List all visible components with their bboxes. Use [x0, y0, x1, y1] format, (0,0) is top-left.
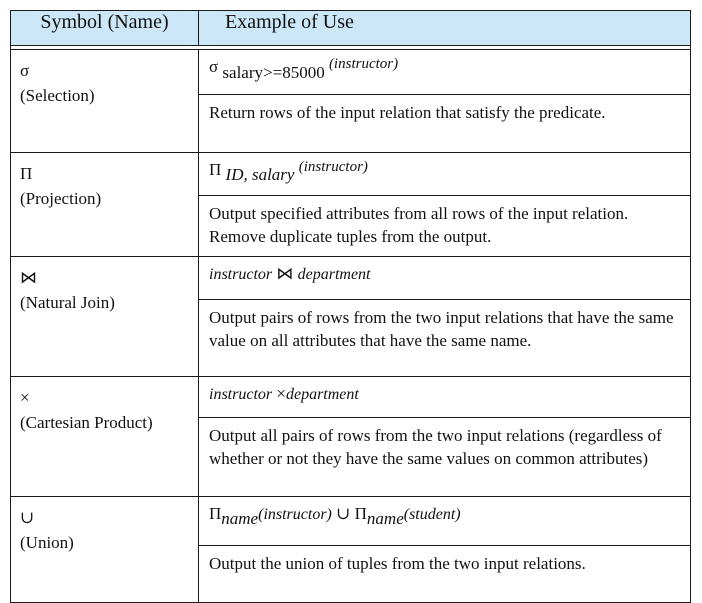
table-row [11, 497, 691, 546]
table-row [11, 153, 691, 196]
sigma-symbol: σ [20, 61, 30, 80]
pi-symbol: Π [20, 164, 33, 183]
example-argument: (student) [403, 506, 461, 523]
bowtie-join-symbol: ⋈ [20, 268, 37, 287]
example-cell-natural-join [199, 257, 691, 300]
example-subscript: name [221, 509, 259, 528]
example-right-relation: department [297, 266, 371, 283]
example-left-relation: instructor [209, 266, 273, 283]
table-row [11, 50, 691, 95]
example-cell-selection [199, 50, 691, 95]
union-symbol: ∪ [20, 508, 35, 527]
symbol-cell-natural-join [11, 257, 199, 377]
example-left-relation: instructor [209, 386, 273, 403]
example-cell-union [199, 497, 691, 546]
operator-name: (Union) [20, 533, 74, 552]
description-cell-union: Output the union of tuples from the two input relations. [199, 546, 691, 603]
example-cell-projection [199, 153, 691, 196]
description-cell-selection: Return rows of the input relation that satisfy the predicate. [199, 95, 691, 153]
table-header-row [11, 11, 691, 46]
table-row [11, 377, 691, 418]
description-cell-projection: Output specified attributes from all rows of the input relation. Remove duplicate tuples from the output. [199, 196, 691, 257]
example-subscript: name [366, 509, 404, 528]
operator-name: (Selection) [20, 86, 95, 105]
example-argument: (instructor) [328, 56, 399, 72]
example-argument: (instructor) [298, 159, 368, 175]
operator-name: (Cartesian Product) [20, 413, 153, 432]
description-cell-natural-join: Output pairs of rows from the two input relations that have the same value on all attributes that have the same name. [199, 300, 691, 377]
symbol-cell-projection [11, 153, 199, 257]
symbol-cell-cartesian-product [11, 377, 199, 497]
example-subscript: salary>=85000 [222, 63, 325, 82]
times-symbol: × [20, 388, 30, 407]
example-operator: Π [209, 504, 222, 523]
operator-name: (Natural Join) [20, 293, 115, 312]
example-subscript: ID, salary [225, 165, 295, 184]
example-operator: ⋈ [276, 264, 294, 283]
header-example-of-use: Example of Use [199, 11, 691, 46]
example-cell-cartesian-product [199, 377, 691, 418]
description-cell-cartesian-product: Output all pairs of rows from the two input relations (regardless of whether or not they have the same values on common attributes) [199, 418, 691, 497]
header-symbol-name: Symbol (Name) [11, 11, 199, 46]
symbol-cell-union [11, 497, 199, 603]
relational-algebra-operators-table [10, 10, 691, 603]
example-argument: (instructor) [258, 506, 332, 523]
relational-algebra-table-container [10, 10, 690, 603]
example-operator: ∪ [336, 504, 351, 523]
example-operator: σ [209, 57, 219, 76]
example-operator: Π [354, 504, 367, 523]
operator-name: (Projection) [20, 189, 102, 208]
table-row [11, 257, 691, 300]
example-operator: Π [209, 160, 222, 179]
example-right-relation: department [285, 386, 359, 403]
symbol-cell-selection [11, 50, 199, 153]
example-operator: × [276, 384, 286, 403]
